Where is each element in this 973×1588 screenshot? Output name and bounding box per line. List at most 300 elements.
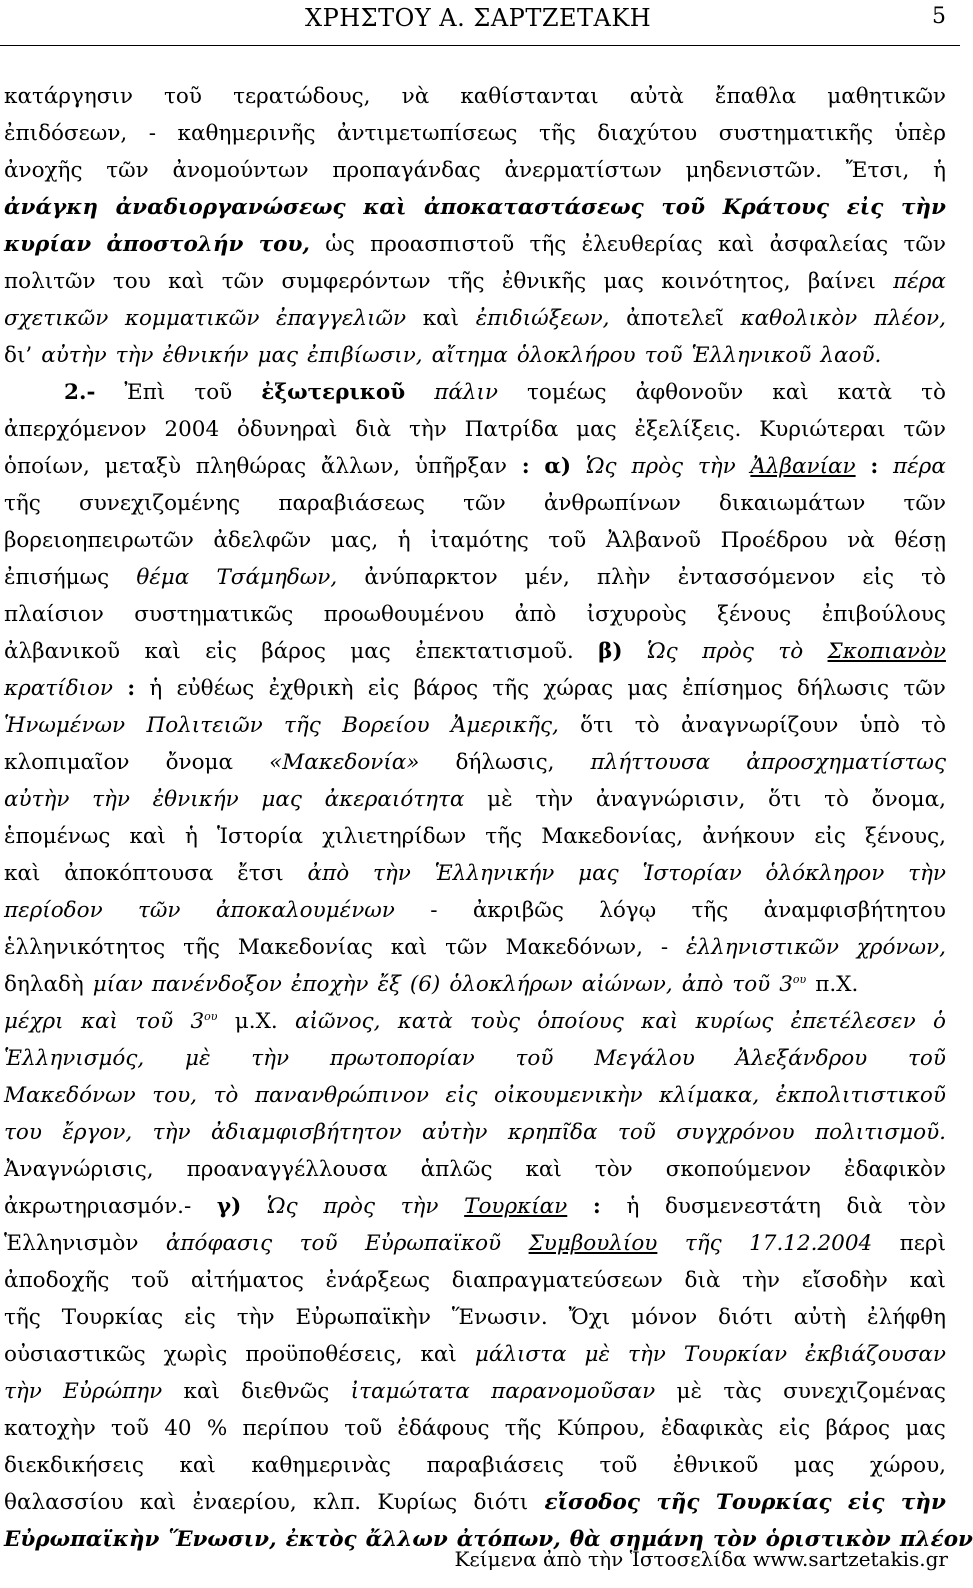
word: ἑπομένως <box>4 824 111 849</box>
word: Προέδρου <box>720 528 828 553</box>
word: ἐδαφικὰς <box>660 1416 764 1441</box>
word: κυρίαν <box>4 232 92 257</box>
word: τῶν <box>463 491 506 516</box>
word: τοῦ <box>644 343 683 368</box>
word: Εὐρωπαϊκὴν <box>4 1527 160 1552</box>
word: καὶ <box>909 1268 946 1293</box>
word: τὸ <box>824 787 849 812</box>
word: τῶν <box>221 269 265 294</box>
word: : <box>521 454 530 479</box>
word: Ἐπὶ <box>124 380 166 405</box>
word: Ὄχι <box>568 1305 611 1330</box>
word: καὶ <box>4 861 41 886</box>
word: ἐθνικοῦ <box>672 1453 759 1478</box>
word: τοῦ <box>548 528 587 553</box>
word: αἰτήματος <box>190 1268 304 1293</box>
word: ὅτι <box>768 787 802 812</box>
page-number: 5 <box>932 4 946 29</box>
word: χώρου, <box>869 1453 946 1478</box>
word: τῆς <box>504 1416 542 1441</box>
word: ἔξ <box>377 972 401 997</box>
word: τῆς <box>529 232 567 257</box>
word: τὴν <box>372 861 411 886</box>
word: τὸ <box>213 1083 239 1108</box>
word: διαπραγματεύσεων <box>451 1268 663 1293</box>
word: Ἑλληνικοῦ <box>691 343 812 368</box>
word: δι’ <box>4 343 33 368</box>
word: ξένους <box>717 602 792 627</box>
word: συνεχιζομένης <box>79 491 241 516</box>
word: Ἀναγνώρισις, <box>4 1157 154 1182</box>
text-line <box>4 115 946 152</box>
word: Ἡνωμένων <box>4 713 126 738</box>
word: κατοχὴν <box>4 1416 96 1441</box>
word: βορειοηπειρωτῶν <box>4 528 194 553</box>
word: καὶ <box>422 306 460 331</box>
text-line <box>4 744 946 781</box>
text-line <box>4 1299 946 1336</box>
word: ἰσχυροὺς <box>586 602 687 627</box>
word: τῆς <box>447 269 485 294</box>
text-line <box>4 781 946 818</box>
word: Τουρκίαν <box>683 1342 788 1367</box>
word: διότι <box>473 1490 529 1515</box>
word: Ἑλληνισμός, <box>4 1046 145 1071</box>
word: τῶν <box>903 491 946 516</box>
text-line <box>4 263 946 300</box>
word: τῶν <box>903 676 946 701</box>
word: δήλωσις <box>796 676 890 701</box>
text-line <box>4 707 946 744</box>
word: $3^{o\upsilon}$ <box>190 1009 218 1034</box>
word: ἐδαφικὸν <box>844 1157 946 1182</box>
word: πλήττουσα <box>590 750 711 775</box>
word: χωρὶς <box>163 1342 228 1367</box>
word: τομέως <box>527 380 607 405</box>
word: Ἕνωσιν. <box>451 1305 548 1330</box>
word: σκοπούμενον <box>665 1157 812 1182</box>
word: θέμα <box>136 565 190 590</box>
word: εἰς <box>205 639 237 664</box>
word: μὲ <box>676 1379 703 1404</box>
text-line <box>4 1188 946 1225</box>
word: μας <box>627 676 668 701</box>
word: προωθουμένου <box>323 602 485 627</box>
word: ἐξωτερικοῦ <box>261 380 406 405</box>
word: κλίμακα, <box>659 1083 760 1108</box>
word: μεταξὺ <box>104 454 182 479</box>
word: αὐτὴ <box>793 1305 847 1330</box>
word: οἰκουμενικὴν <box>494 1083 643 1108</box>
word: αὐτὴν <box>4 787 70 812</box>
word: πέρα <box>893 454 946 479</box>
word: Ἱστορία <box>216 824 304 849</box>
word: τὸν <box>908 1194 946 1219</box>
word: ἀκριβῶς <box>472 898 564 923</box>
word: ἀνάγκη <box>4 195 98 220</box>
word: κρηπῖδα <box>507 1120 598 1145</box>
word: τοὺς <box>470 1009 520 1034</box>
word: πρὸς <box>631 454 684 479</box>
text-line <box>4 78 946 115</box>
word: 40 <box>164 1416 192 1441</box>
word: ἡ <box>184 824 198 849</box>
word: μόνον <box>631 1305 698 1330</box>
word: Ἀλεξάνδρου <box>735 1046 868 1071</box>
text-line <box>4 300 946 337</box>
word: ἀδιαμφισβήτητον <box>210 1120 402 1145</box>
word: ὄνομα <box>165 750 234 775</box>
word: ἐπίσημος <box>682 676 783 701</box>
word: Ἑλληνισμὸν <box>4 1231 139 1256</box>
word: ὑπῆρξαν <box>414 454 507 479</box>
word: Βορείου <box>342 713 430 738</box>
word: (6) <box>409 972 441 997</box>
word: ὁλοκλήρων <box>449 972 573 997</box>
word: μας <box>793 1453 835 1478</box>
word: περίπου <box>242 1416 329 1441</box>
text-line <box>4 855 946 892</box>
word: μας <box>261 787 302 812</box>
word: ἀνοχῆς <box>4 158 83 183</box>
text-line <box>4 337 946 374</box>
word: τῆς <box>4 1305 41 1330</box>
word: χιλιετηρίδων <box>322 824 467 849</box>
word: καὶ <box>717 232 755 257</box>
word: τὴν <box>236 1305 275 1330</box>
word: μὲ <box>184 1046 211 1071</box>
word: θαλασσίου <box>4 1490 124 1515</box>
word: Πολιτειῶν <box>146 713 263 738</box>
word: πλαίσιον <box>4 602 104 627</box>
word: ἡ <box>933 158 946 183</box>
text-line <box>4 1336 946 1373</box>
word: ἡ <box>626 1194 640 1219</box>
word: τὸ <box>921 565 946 590</box>
word: ἐθνικήν <box>152 787 239 812</box>
word: τῆς <box>656 1490 700 1515</box>
text-line <box>4 1262 946 1299</box>
word: ὑπὸ <box>859 713 900 738</box>
word: εἰς <box>862 565 895 590</box>
page-header <box>0 4 960 38</box>
word: καὶ <box>80 1009 118 1034</box>
text-line <box>4 633 946 670</box>
word: διότι <box>718 1305 773 1330</box>
text-line <box>4 966 946 1003</box>
word: κατάργησιν <box>4 84 133 109</box>
word: Ἱστορίαν <box>642 861 742 886</box>
word: συγχρόνου <box>676 1120 795 1145</box>
word: ἀποτελεῖ <box>626 306 724 331</box>
word: τῶν <box>903 232 946 257</box>
word: πλὴν <box>596 565 651 590</box>
word: καὶ <box>139 1490 177 1515</box>
text-line <box>4 1003 946 1040</box>
word: καθίστανται <box>460 84 599 109</box>
text-line <box>4 1151 946 1188</box>
word: Εὐρώπην <box>63 1379 163 1404</box>
word: μαθητικῶν <box>827 84 946 109</box>
word: συστηματικῆς <box>718 121 874 146</box>
word: τὴν <box>628 1342 666 1367</box>
word: κυρίως <box>695 1009 774 1034</box>
word: δικαιωμάτων <box>718 491 866 516</box>
word: χώρας <box>543 676 614 701</box>
word: Κράτους <box>722 195 830 220</box>
text-line <box>4 448 946 485</box>
word: Κυριώτεραι <box>759 417 886 442</box>
word: ἐντασσόμενον <box>677 565 836 590</box>
word: ἁπλῶς <box>420 1157 493 1182</box>
word: αἰῶνος, <box>295 1009 381 1034</box>
word: καὶ <box>129 824 166 849</box>
word: ἐλευθερίας <box>581 232 703 257</box>
word: πανένδοξον <box>151 972 282 997</box>
word: καὶ <box>179 1453 216 1478</box>
word: αὐτὴν <box>41 343 107 368</box>
word: ἀνομούντων <box>172 158 309 183</box>
word: μ.Χ. <box>234 1009 278 1034</box>
word: διὰ <box>355 417 392 442</box>
word: Τουρκίας <box>61 1305 164 1330</box>
word: τὸ <box>634 713 660 738</box>
word: εἰς <box>846 195 884 220</box>
word: ἐπιδιώξεων, <box>475 306 610 331</box>
word: τὴν <box>908 861 946 886</box>
word: γ) <box>216 1194 242 1219</box>
word: καὶ <box>420 1342 457 1367</box>
word: καθημερινῆς <box>177 121 316 146</box>
word: ἐκπολιτιστικοῦ <box>775 1083 946 1108</box>
word: προπαγάνδας <box>332 158 481 183</box>
word: Ὡς <box>646 639 678 664</box>
word: $3^{o\upsilon}$ <box>779 972 807 997</box>
word: διὰ <box>846 1194 883 1219</box>
word: Μακεδόνων, <box>505 935 643 960</box>
word: καθολικὸν <box>740 306 858 331</box>
text-line <box>4 1484 946 1521</box>
word: τὴν <box>115 343 154 368</box>
word: ὅτι <box>580 713 614 738</box>
word: τὸ <box>778 639 804 664</box>
word: καὶ <box>525 1157 562 1182</box>
word: τῶν <box>445 935 488 960</box>
text-line <box>4 226 946 263</box>
word: τὴν <box>535 787 574 812</box>
word: καὶ <box>390 935 428 960</box>
text-line <box>4 559 946 596</box>
word: ἀνθρωπίνων <box>543 491 681 516</box>
word: Ἀμερικῆς, <box>450 713 559 738</box>
text-line <box>4 1040 946 1077</box>
text-line <box>4 1373 946 1410</box>
word: ἐχθρικὴ <box>268 676 354 701</box>
word: Σκοπιανὸν <box>827 639 946 664</box>
word: τὴν <box>92 787 130 812</box>
word: μας <box>578 861 619 886</box>
word: ἐπετέλεσεν <box>790 1009 916 1034</box>
word: : <box>127 676 136 701</box>
word: ἐποχὴν <box>290 972 369 997</box>
word: ἡ <box>397 528 411 553</box>
word: αὐτὰ <box>629 84 684 109</box>
word: Κύπρου, <box>556 1416 646 1441</box>
word: Ὡς <box>585 454 617 479</box>
text-line <box>4 1410 946 1447</box>
word: τὴν <box>4 1379 42 1404</box>
word: ἐπιβίωσιν, <box>307 343 423 368</box>
word: μας <box>603 269 644 294</box>
word: εἰς <box>184 1305 216 1330</box>
word: ἐπιβούλους <box>821 602 946 627</box>
word: μας, <box>330 528 379 553</box>
word: προϋποθέσεις, <box>245 1342 403 1367</box>
word: Πατρίδα <box>464 417 559 442</box>
word: παραβιάσεις <box>426 1453 564 1478</box>
word: ὁλόκληρον <box>765 861 885 886</box>
word: ὁριστικὸν <box>765 1527 891 1552</box>
word: εἰς <box>847 1490 885 1515</box>
word: λόγῳ <box>599 898 657 923</box>
text-line <box>4 1225 946 1262</box>
word: ἄλλων <box>365 1527 448 1552</box>
word: τῶν <box>137 898 181 923</box>
word: Ἔτσι, <box>845 158 910 183</box>
word: ἡ <box>149 676 163 701</box>
word: ἑλληνιστικῶν <box>686 935 839 960</box>
word: ἀποδοχῆς <box>4 1268 110 1293</box>
text-line <box>4 152 946 189</box>
word: ὁποίων, <box>4 454 90 479</box>
text-line <box>4 485 946 522</box>
word: Ἀλβανίαν <box>750 454 856 479</box>
text-line <box>4 189 946 226</box>
text-line <box>4 670 946 707</box>
word: ἀναγνωρίζουν <box>680 713 839 738</box>
word: 2.- <box>64 380 96 405</box>
word: αἰώνων, <box>581 972 673 997</box>
word: % <box>206 1416 228 1441</box>
word: : <box>592 1194 601 1219</box>
word: κοινότητος, <box>661 269 791 294</box>
word: περίοδον <box>4 898 103 923</box>
word: διὰ <box>684 1268 721 1293</box>
word: ἀπὸ <box>514 602 557 627</box>
word: ἐπαγγελιῶν <box>276 306 407 331</box>
word: 2004 <box>164 417 220 442</box>
word: τοῦ <box>599 1453 638 1478</box>
word: ἐθνικήν <box>162 343 249 368</box>
word: τοῦ <box>135 1009 174 1034</box>
word: Μακεδονίας, <box>541 824 684 849</box>
word: τῆς <box>538 121 576 146</box>
word: κρατίδιον <box>4 676 113 701</box>
header-rule <box>0 45 960 46</box>
word: ἑλληνικότητος <box>4 935 166 960</box>
word: του, <box>152 1083 197 1108</box>
word: δηλαδὴ <box>4 972 84 997</box>
word: τὸ <box>921 380 946 405</box>
word: καὶ <box>168 269 205 294</box>
word: ἀνύπαρκτον <box>364 565 498 590</box>
word: κομματικῶν <box>124 306 260 331</box>
word: πανανθρώπινον <box>254 1083 429 1108</box>
word: Τουρκίαν <box>464 1194 568 1219</box>
word: μὲ <box>487 787 513 812</box>
word: αἴτημα <box>431 343 508 368</box>
word: ἀκεραιότητα <box>324 787 465 812</box>
word: παρανομοῦσαν <box>491 1379 656 1404</box>
word: ἐξελίξεις. <box>634 417 742 442</box>
text-line <box>4 596 946 633</box>
word: δήλωσις, <box>455 750 555 775</box>
word: ἀτόπων, <box>456 1527 561 1552</box>
word: ἀσφαλείας <box>769 232 889 257</box>
word: αὐτὴν <box>421 1120 488 1145</box>
text-line <box>4 374 946 411</box>
word: δυσμενεστάτη <box>664 1194 821 1219</box>
word: σημάνη <box>609 1527 704 1552</box>
word: τῶν <box>106 158 149 183</box>
word: καὶ <box>772 380 809 405</box>
word: καὶ <box>641 1009 679 1034</box>
word: πέρα <box>893 269 946 294</box>
text-line <box>4 1077 946 1114</box>
word: τῆς <box>284 713 321 738</box>
word: συμφερόντων <box>281 269 431 294</box>
word: Εὐρωπαϊκὴν <box>295 1305 431 1330</box>
word: περὶ <box>899 1231 946 1256</box>
word: εἰς <box>445 1083 478 1108</box>
word: κατὰ <box>837 380 893 405</box>
word: τῆς <box>691 898 729 923</box>
word: Συμβουλίου <box>528 1231 658 1256</box>
word: θὰ <box>569 1527 601 1552</box>
word: Τουρκίας <box>715 1490 832 1515</box>
word: τῆς <box>492 676 530 701</box>
page-footer: Κείμενα ἀπὸ τὴν Ἱστοσελίδα www.sartzetakis.gr <box>454 1547 948 1571</box>
word: ὁποίους <box>537 1009 624 1034</box>
word: ἔτσι <box>237 861 284 886</box>
word: Κυρίως <box>377 1490 458 1515</box>
word: «Μακεδονία» <box>269 750 420 775</box>
word: μας <box>350 639 391 664</box>
word: ἀκρωτηριασμόν.- <box>4 1194 192 1219</box>
word: εἴσοδος <box>544 1490 640 1515</box>
word: του <box>112 269 151 294</box>
word: τὴν <box>742 1268 781 1293</box>
word: τῆς <box>4 491 41 516</box>
word: Μεγάλου <box>594 1046 695 1071</box>
word: ἐπιδόσεων, <box>4 121 128 146</box>
word: ἀπόφασις <box>165 1231 273 1256</box>
word: ἀλβανικοῦ <box>4 639 121 664</box>
word: Εὐρωπαϊκοῦ <box>365 1231 502 1256</box>
word: ἀναδιοργανώσεως <box>115 195 346 220</box>
word: τοῦ <box>194 380 233 405</box>
word: εἴσοδὴν <box>801 1268 888 1293</box>
word: α) <box>544 454 572 479</box>
word: ἀντιμετωπίσεως <box>337 121 518 146</box>
word: εἰς <box>814 824 846 849</box>
text-line <box>4 1114 946 1151</box>
word: - <box>430 898 438 923</box>
word: ἀφθονοῦν <box>635 380 744 405</box>
word: τὴν <box>408 417 447 442</box>
word: ἐπισήμως <box>4 565 110 590</box>
running-head-title: ΧΡΗΣΤΟΥ Α. ΣΑΡΤΖΕΤΑΚΗ <box>305 4 652 32</box>
